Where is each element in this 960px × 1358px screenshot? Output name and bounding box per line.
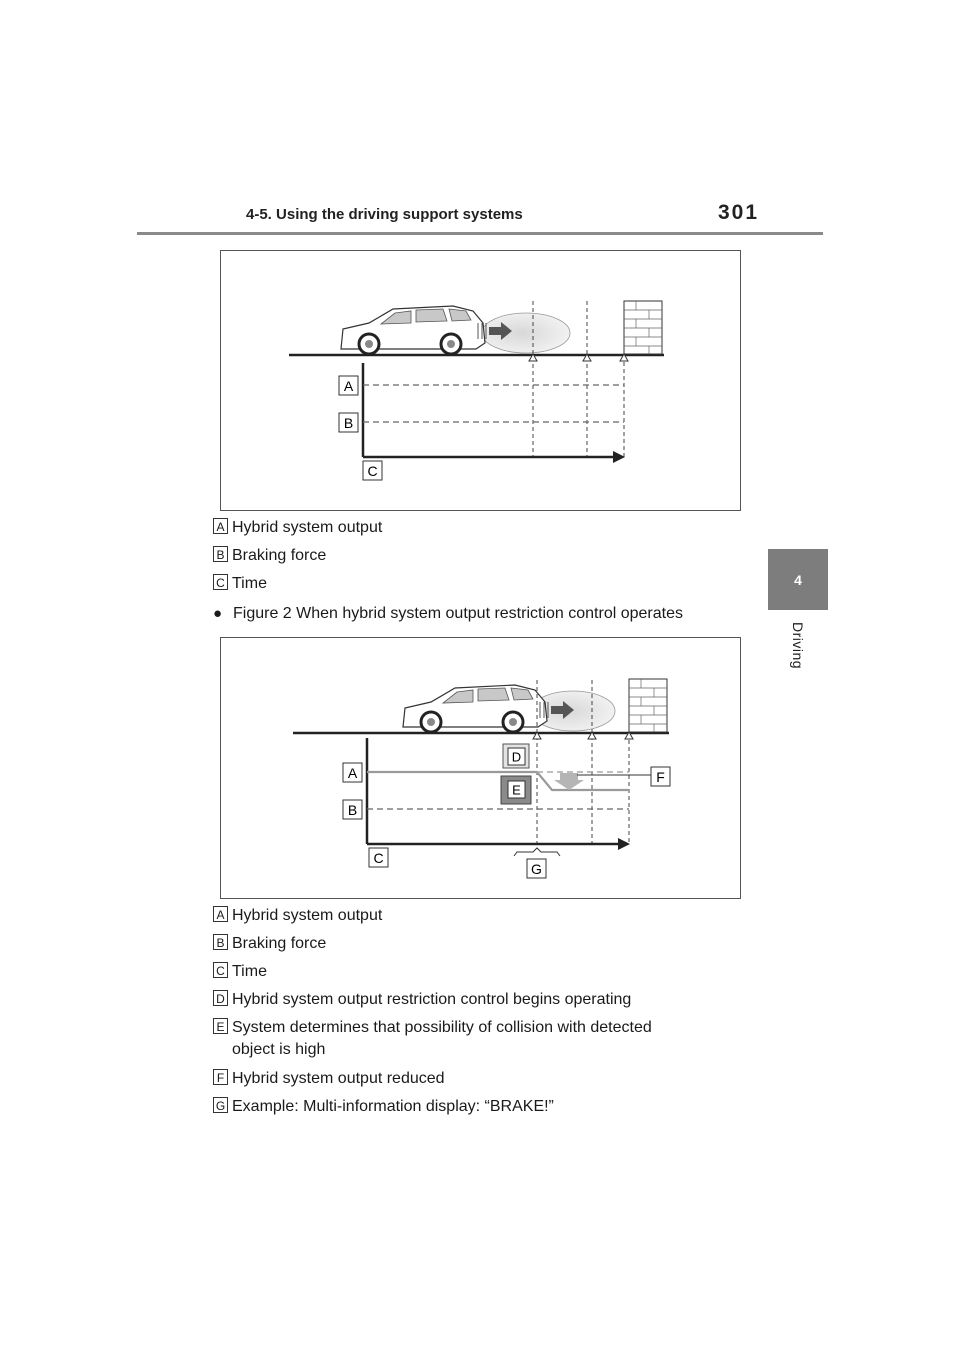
legend-key: B [213,546,228,562]
label-b: B [347,802,358,818]
legend-text-line: object is high [232,1041,326,1058]
bullet-icon: ● [213,605,223,622]
chapter-label: Driving [790,622,806,670]
legend-text: Hybrid system output restriction control begins operating [232,991,632,1008]
legend-item-f [213,1068,445,1090]
bracket [514,848,560,856]
label-c: C [367,463,378,479]
vehicle-icon [403,685,547,732]
caption-text: Figure 2 When hybrid system output restriction control operates [233,605,683,622]
label-f: F [656,769,665,785]
axis-arrow-icon [618,838,630,850]
label-g: G [531,861,542,877]
legend-item-a [213,905,382,927]
legend-text: Time [232,575,267,592]
legend-key: G [213,1097,228,1113]
section-title: 4-5. Using the driving support systems [246,206,523,223]
legend-text: Braking force [232,935,327,952]
label-c: C [373,850,384,866]
legend-item-c [213,961,267,983]
wall-icon [629,679,667,732]
legend-item-d [213,989,631,1011]
legend-text [232,1017,652,1061]
chapter-tab: 4 [768,549,828,610]
legend-key: C [213,962,228,978]
legend-item-e [213,1017,652,1061]
label-a: A [343,378,354,394]
legend-key: A [213,906,228,922]
legend-item-a [213,517,382,539]
legend-text: Hybrid system output [232,907,383,924]
legend-text: Example: Multi-information display: “BRAKE!” [232,1098,554,1115]
legend-item-c [213,573,267,595]
legend-text: Hybrid system output [232,519,383,536]
legend-text-line: System determines that possibility of collision with detected [232,1019,652,1036]
label-a: A [347,765,358,781]
figure-1-diagram [220,250,741,511]
legend-key: D [213,990,228,1006]
legend-key: E [213,1018,228,1034]
header-divider [137,232,823,235]
label-b: B [343,415,354,431]
legend-key: C [213,574,228,590]
label-d: D [511,749,522,765]
legend-item-g [213,1096,554,1118]
legend-item-b [213,545,326,567]
vehicle-icon [341,306,485,354]
legend-item-b [213,933,326,955]
legend-key: F [213,1069,228,1085]
label-e: E [512,782,521,798]
legend-text: Braking force [232,547,327,564]
figure-2-caption [213,603,683,625]
legend-key: A [213,518,228,534]
figure-2-diagram [220,637,741,899]
axis-arrow-icon [613,451,625,463]
legend-key: B [213,934,228,950]
arrow-down-icon [554,773,584,790]
page-number: 301 [718,201,760,224]
legend-text: Time [232,963,267,980]
legend-text: Hybrid system output reduced [232,1070,445,1087]
wall-icon [624,301,662,354]
